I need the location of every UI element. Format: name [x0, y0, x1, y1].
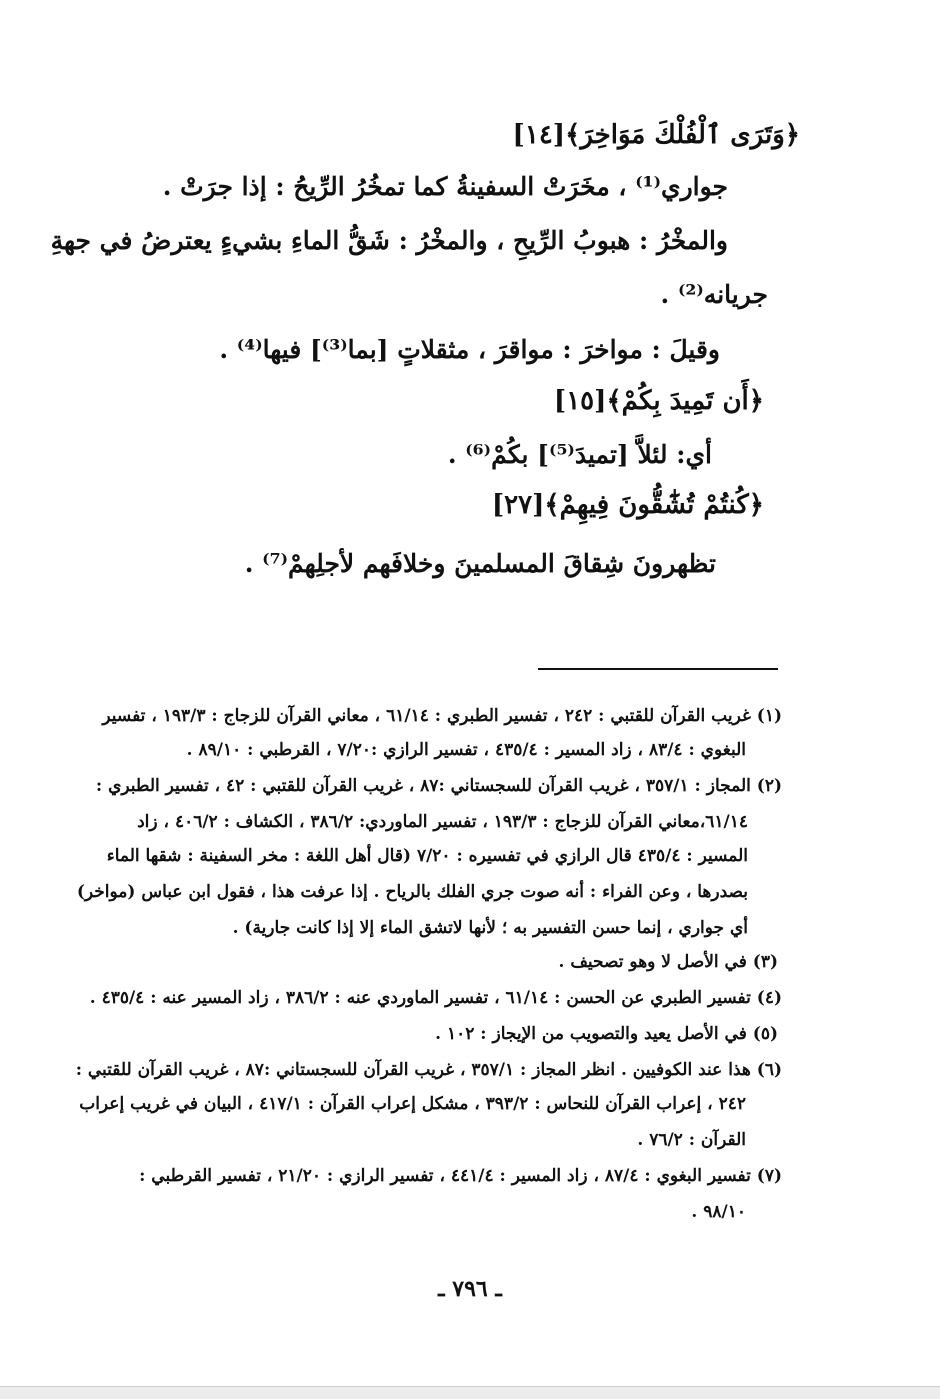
footnote-6-cont: القرآن : ٧٦/٢ . [637, 1130, 746, 1150]
main-text-line: تظهرونَ شِقاقَ المسلمينَ وخلافَهم لأجلِهمْ⁽⁷⁾ . [244, 549, 716, 578]
footnote-2-cont: المسير : ٤٣٥/٤ قال الرازي في تفسيره : ٧/٢٠ (قال أهل اللغة : مخر السفينة : شقها الماء [106, 846, 748, 866]
main-text-line: جريانه⁽²⁾ . [660, 280, 768, 309]
footnote-2-cont: بصدرها ، وعن الفراء : أنه صوت جري الفلك بالرياح . إذا عرفت هذا ، فقول ابن عباس (مواخر) [76, 882, 748, 902]
footnote-1: (١) غريب القرآن للقتبي : ٢٤٢ ، تفسير الطبري : ٦١/١٤ ، معاني القرآن للزجاج : ١٩٣/٣ ، تفسير [102, 706, 782, 726]
verse-14: ﴿وَتَرَى ٱلْفُلْكَ مَوَاخِرَ﴾[١٤] [512, 120, 800, 150]
main-text-line: جواري⁽¹⁾ ، مخَرَتْ السفينةُ كما تمخُرُ الرِّيحُ : إذا جرَتْ . [162, 172, 728, 201]
footnote-7-cont: ٩٨/١٠ . [691, 1202, 746, 1222]
footnote-2: (٢) المجاز : ٣٥٧/١ ، غريب القرآن للسجستاني :٨٧ ، غريب القرآن للقتبي : ٤٢ ، تفسير الطبري : [95, 776, 782, 796]
footnote-4: (٤) تفسير الطبري عن الحسن : ٦١/١٤ ، تفسير الماوردي عنه : ٣٨٦/٢ ، زاد المسير عنه : ٤٣٥/٤ . [89, 988, 782, 1008]
main-text-line: والمخْرُ : هبوبُ الرِّيحِ ، والمخْرُ : شَقُّ الماءِ بشيءٍ يعترضُ في جهةِ [50, 226, 728, 255]
footnote-2-cont: ٦١/١٤،معاني القرآن للزجاج : ١٩٣/٣ ، تفسير الماوردي: ٣٨٦/٢ ، الكشاف : ٤٠٦/٢ ، زاد [137, 812, 748, 832]
verse-27: ﴿كُنتُمْ تُشَٰٓقُّونَ فِيهِمْ﴾[٢٧] [491, 490, 764, 520]
page-number: ـ ٧٩٦ ـ [438, 1276, 502, 1302]
footnote-5: (٥) في الأصل يعيد والتصويب من الإيجاز : ١٠٢ . [435, 1024, 778, 1044]
footnote-2-cont: أي جواري ، إنما حسن التفسير به ؛ لأنها لاتشق الماء إلا إذا كانت جارية) . [232, 918, 748, 938]
footnote-6: (٦) هذا عند الكوفيين . انظر المجاز : ٣٥٧/١ ، غريب القرآن للسجستاني :٨٧ ، غريب القرآن للقتبي : [75, 1060, 782, 1080]
footnote-3: (٣) في الأصل لا وهو تصحيف . [558, 952, 778, 972]
footnote-separator [538, 668, 778, 670]
main-text-line: وقيلَ : مواخرَ : مواقرَ ، مثقلاتٍ [بما⁽³⁾] فيها⁽⁴⁾ . [219, 335, 720, 364]
footnote-7: (٧) تفسير البغوي : ٨٧/٤ ، زاد المسير : ٤٤١/٤ ، تفسير الرازي : ٢١/٢٠ ، تفسير القرطبي : [139, 1166, 782, 1186]
scan-bottom-edge [0, 1386, 940, 1399]
verse-15: ﴿أَن تَمِيدَ بِكُمْ﴾[١٥] [553, 386, 764, 416]
main-text-line: أي: لئلاَّ [تميدَ⁽⁵⁾] بكُمْ⁽⁶⁾ . [447, 440, 712, 469]
footnote-1-cont: البغوي : ٨٣/٤ ، زاد المسير : ٤٣٥/٤ ، تفسير الرازي :٧/٢٠ ، القرطبي : ٨٩/١٠ . [186, 740, 746, 760]
footnote-6-cont: ٢٤٢ ، إعراب القرآن للنحاس : ٣٩٣/٢ ، مشكل إعراب القرآن : ٤١٧/١ ، البيان في غريب إعراب [79, 1094, 746, 1114]
